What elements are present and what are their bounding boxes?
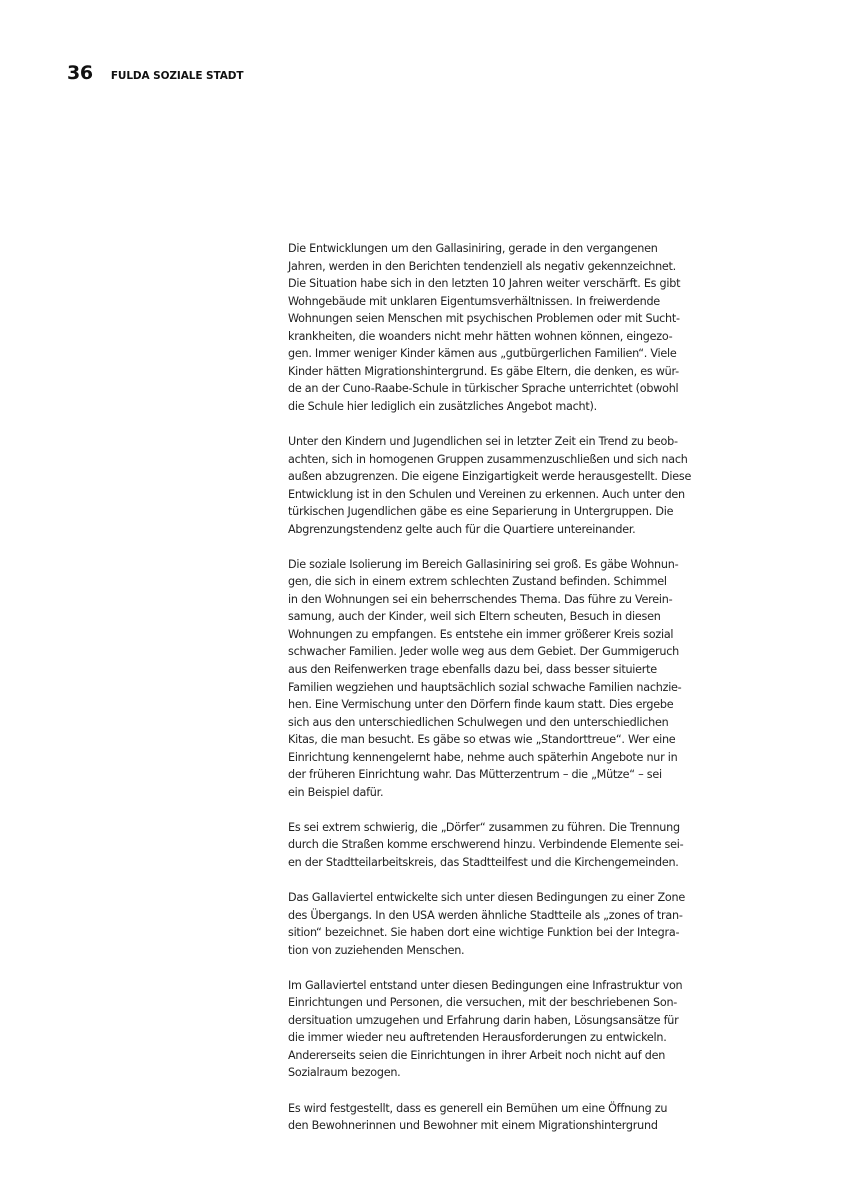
text-line: de an der Cuno-Raabe-Schule in türkischer Sprache unterrichtet (obwohl	[288, 382, 679, 396]
text-line: aus den Reifenwerken trage ebenfalls dazu bei, dass besser situierte	[288, 663, 657, 677]
paragraph	[288, 240, 713, 415]
text-line: Einrichtung kennengelernt habe, nehme auch späterhin Angebote nur in	[288, 750, 678, 764]
text-line: achten, sich in homogenen Gruppen zusammenzuschließen und sich nach	[288, 452, 688, 466]
text-line: Unter den Kindern und Jugendlichen sei in letzter Zeit ein Trend zu beob-	[288, 434, 678, 448]
page-header	[67, 62, 243, 86]
text-line: der früheren Einrichtung wahr. Das Mütterzentrum – die „Mütze“ – sei	[288, 768, 662, 782]
text-line: außen abzugrenzen. Die eigene Einzigartigkeit werde herausgestellt. Diese	[288, 470, 692, 484]
paragraph	[288, 556, 713, 802]
body-text	[288, 240, 713, 1152]
text-line: Kinder hätten Migrationshintergrund. Es gäbe Eltern, die denken, es wür-	[288, 364, 679, 378]
paragraph	[288, 889, 713, 959]
page-number: 36	[67, 62, 93, 84]
text-line: Im Gallaviertel entstand unter diesen Bedingungen eine Infrastruktur von	[288, 978, 683, 992]
text-line: Andererseits seien die Einrichtungen in ihrer Arbeit noch nicht auf den	[288, 1048, 666, 1062]
text-line: Kitas, die man besucht. Es gäbe so etwas wie „Standorttreue“. Wer eine	[288, 733, 676, 747]
text-line: Es sei extrem schwierig, die „Dörfer“ zusammen zu führen. Die Trennung	[288, 820, 680, 834]
text-line: en der Stadtteilarbeitskreis, das Stadtteilfest und die Kirchengemeinden.	[288, 856, 679, 869]
text-line: türkischen Jugendlichen gäbe es eine Separierung in Untergruppen. Die	[288, 505, 674, 519]
text-line: die Schule hier lediglich ein zusätzliches Angebot macht).	[288, 399, 597, 413]
text-line: Die Situation habe sich in den letzten 10 Jahren weiter verschärft. Es gibt	[288, 277, 681, 291]
paragraph	[288, 819, 713, 872]
text-line: Wohngebäude mit unklaren Eigentumsverhältnissen. In freiwerdende	[288, 294, 660, 308]
text-line: Einrichtungen und Personen, die versuchen, mit der beschriebenen Son-	[288, 996, 678, 1010]
text-line: Es wird festgestellt, dass es generell ein Bemühen um eine Öffnung zu	[288, 1101, 668, 1115]
text-line: Entwicklung ist in den Schulen und Vereinen zu erkennen. Auch unter den	[288, 487, 685, 501]
text-line: samung, auch der Kinder, weil sich Eltern scheuten, Besuch in diesen	[288, 610, 661, 624]
running-title: FULDA SOZIALE STADT	[110, 70, 244, 82]
text-line: krankheiten, die woanders nicht mehr hätten wohnen können, eingezo-	[288, 329, 673, 343]
text-line: in den Wohnungen sei ein beherrschendes Thema. Das führe zu Verein-	[288, 592, 673, 606]
text-line: Die Entwicklungen um den Gallasiniring, gerade in den vergangenen	[288, 242, 658, 255]
paragraph	[288, 433, 713, 538]
text-line: durch die Straßen komme erschwerend hinzu. Verbindende Elemente sei-	[288, 838, 684, 852]
text-line: Das Gallaviertel entwickelte sich unter diesen Bedingungen zu einer Zone	[288, 891, 685, 905]
text-line: Familien wegziehen und hauptsächlich sozial schwache Familien nachzie-	[288, 680, 682, 694]
paragraph	[288, 1100, 713, 1135]
text-line: Wohnungen zu empfangen. Es entstehe ein immer größerer Kreis sozial	[288, 627, 674, 641]
text-line: Wohnungen seien Menschen mit psychischen Problemen oder mit Sucht-	[288, 312, 680, 326]
text-line: ein Beispiel dafür.	[288, 785, 384, 799]
paragraph	[288, 977, 713, 1082]
text-line: sich aus den unterschiedlichen Schulwegen und den unterschiedlichen	[288, 715, 669, 729]
text-line: Abgrenzungstendenz gelte auch für die Quartiere untereinander.	[288, 522, 636, 536]
text-line: hen. Eine Vermischung unter den Dörfern finde kaum statt. Dies ergebe	[288, 698, 674, 712]
text-line: die immer wieder neu auftretenden Herausforderungen zu entwickeln.	[288, 1031, 667, 1045]
text-line: dersituation umzugehen und Erfahrung darin haben, Lösungsansätze für	[288, 1013, 679, 1027]
text-line: tion von zuziehenden Menschen.	[288, 943, 465, 957]
text-line: den Bewohnerinnen und Bewohner mit einem Migrationshintergrund	[288, 1119, 658, 1133]
text-line: des Übergangs. In den USA werden ähnliche Stadtteile als „zones of tran-	[288, 908, 683, 922]
text-line: gen, die sich in einem extrem schlechten Zustand befinden. Schimmel	[288, 575, 667, 589]
text-line: sition“ bezeichnet. Sie haben dort eine wichtige Funktion bei der Integra-	[288, 926, 680, 940]
text-line: gen. Immer weniger Kinder kämen aus „gutbürgerlichen Familien“. Viele	[288, 347, 677, 361]
text-line: Jahren, werden in den Berichten tendenziell als negativ gekennzeichnet.	[288, 259, 676, 273]
text-line: Sozialraum bezogen.	[288, 1066, 401, 1080]
text-line: schwacher Familien. Jeder wolle weg aus dem Gebiet. Der Gummigeruch	[288, 645, 679, 659]
text-line: Die soziale Isolierung im Bereich Gallasiniring sei groß. Es gäbe Wohnun-	[288, 557, 679, 571]
